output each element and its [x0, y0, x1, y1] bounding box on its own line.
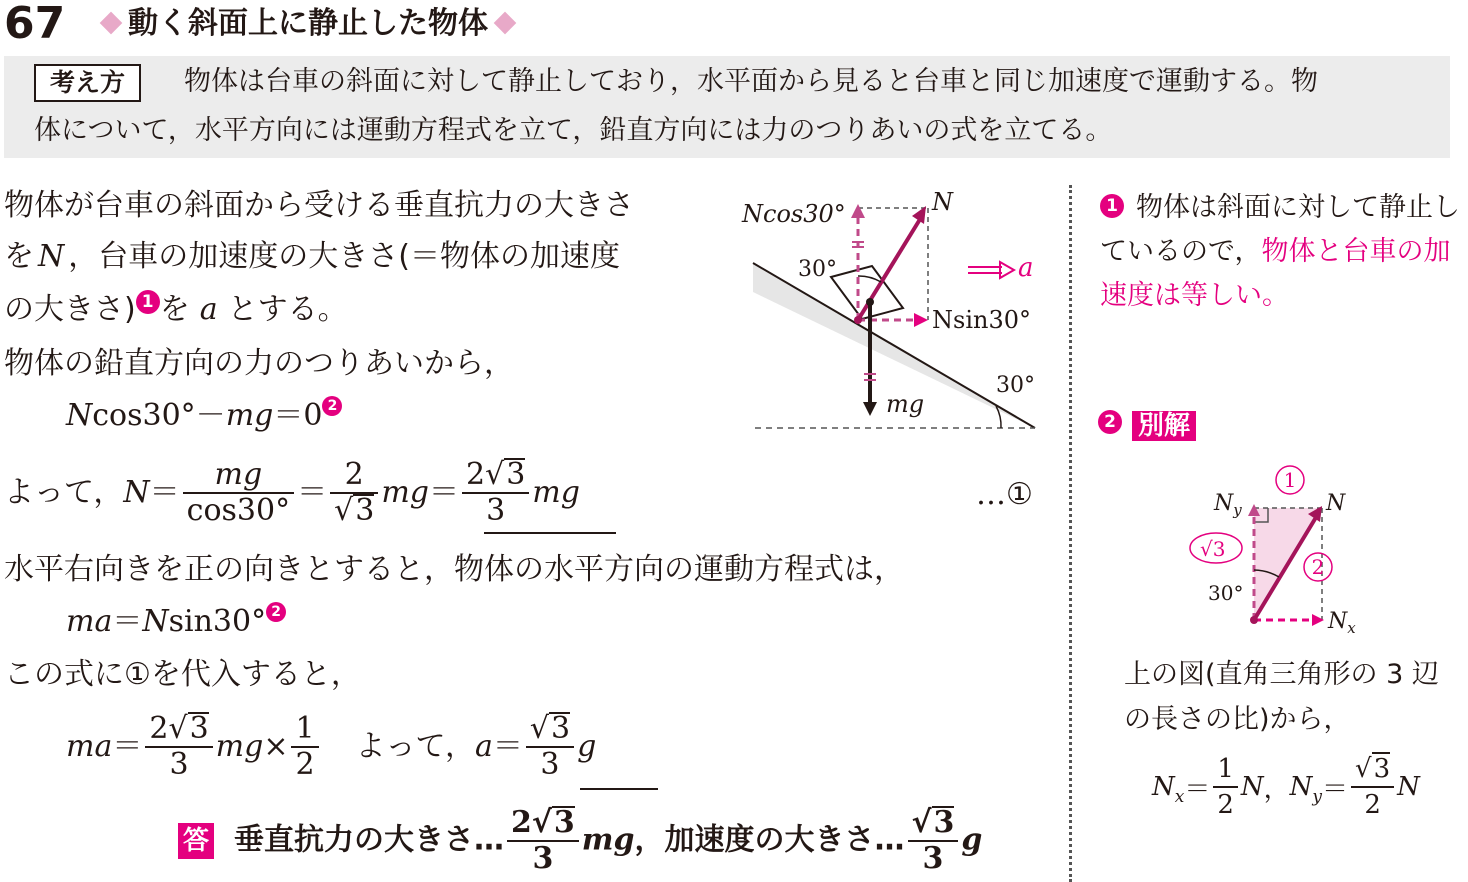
answer-icon: 答 [178, 823, 214, 859]
answer-underline-a [580, 788, 658, 790]
triangle-ratio-diagram [1180, 460, 1380, 640]
text-line-6: 水平右向きを正の向きとすると，物体の水平方向の運動方程式は， [4, 552, 904, 587]
note-2-badge: 2 [322, 396, 342, 416]
text-line-8: この式に①を代入すると， [4, 657, 361, 692]
side-equation: $N_x=$ $\frac{1}{2}$ N，$N_y=$ $\frac{√3}{2}$ N [1152, 754, 1420, 820]
side-note-2-head [1098, 410, 1196, 442]
acceleration-arrow-icon [1000, 262, 1014, 278]
label-ratio-2: 2 [1311, 555, 1325, 579]
problem-number: 67 [4, 0, 66, 49]
title-text: 動く斜面上に静止した物体 [128, 6, 488, 41]
answer-underline-N [484, 532, 616, 534]
label-N: N [1326, 491, 1346, 516]
label-N: N [932, 188, 953, 216]
equation-N: よって，N＝ $\frac{mg}{\cos 30^\circ}$ ＝ $\frac{2}{√3}$ mg＝ $\frac{2√3}{3}$ mg [4, 457, 580, 528]
alternative-solution-tag: 別解 [1132, 411, 1196, 441]
column-divider [1069, 185, 1072, 882]
label-ratio-1: 1 [1283, 468, 1297, 492]
label-Ny: $N_y$ [1214, 491, 1242, 519]
label-30: 30° [1208, 581, 1244, 605]
approach-label: 考え方 [34, 64, 141, 102]
label-mg: mg [886, 390, 925, 418]
text-line-3: の大きさ) 1 を a とする。 [4, 292, 348, 327]
side-explanation: 上の図(直角三角形の 3 辺の長さの比)から， [1124, 659, 1439, 735]
note-1-badge: 1 [136, 290, 160, 314]
label-a: a [1018, 253, 1034, 283]
label-Ncos30: Ncos30° [742, 200, 846, 228]
equation-balance: Ncos30°－mg＝0 2 [66, 396, 342, 436]
side-note-1: 1 物体は斜面に対して静止しているので，物体と台車の加速度は等しい。 [1100, 192, 1460, 311]
diamond-icon [494, 11, 517, 34]
approach-line-2: 体について，水平方向には運動方程式を立て，鉛直方向には力のつりあいの式を立てる。 [34, 115, 1113, 146]
label-Nx: $N_x$ [1328, 609, 1356, 637]
answer-line: 答 垂直抗力の大きさ… $\frac{2√3}{3}$ mg，加速度の大きさ… $\frac{√3}{3}$ g [178, 800, 982, 881]
block [831, 266, 903, 319]
text-line-2: を N ，台車の加速度の大きさ(＝物体の加速度 [4, 239, 620, 274]
label-ratio-sqrt3: √3 [1200, 537, 1226, 561]
note-2-badge: 2 [1098, 410, 1122, 434]
incline-force-diagram [700, 180, 1060, 440]
text-line-4: 物体の鉛直方向の力のつりあいから， [4, 346, 514, 381]
diamond-icon [100, 11, 123, 34]
label-30-bottom: 30° [996, 373, 1035, 398]
label-Nsin30: Nsin30° [932, 306, 1031, 334]
equation-motion: ma＝Nsin30° 2 [66, 602, 286, 642]
text-line-1: 物体が台車の斜面から受ける垂直抗力の大きさ [4, 188, 634, 223]
note-1-badge: 1 [1100, 194, 1124, 218]
label-30-top: 30° [798, 257, 837, 282]
approach-line-1: 物体は台車の斜面に対して静止しており，水平面から見ると台車と同じ加速度で運動する。物 [184, 66, 1318, 97]
approach-box [4, 56, 1450, 158]
equation-a: ma＝ $\frac{2√3}{3}$ mg× $\frac{1}{2}$ よって，a＝ $\frac{√3}{3}$ g [66, 711, 597, 782]
problem-title [94, 6, 522, 42]
equation-ref-1: …① [976, 477, 1033, 512]
note-2-badge: 2 [266, 602, 286, 622]
